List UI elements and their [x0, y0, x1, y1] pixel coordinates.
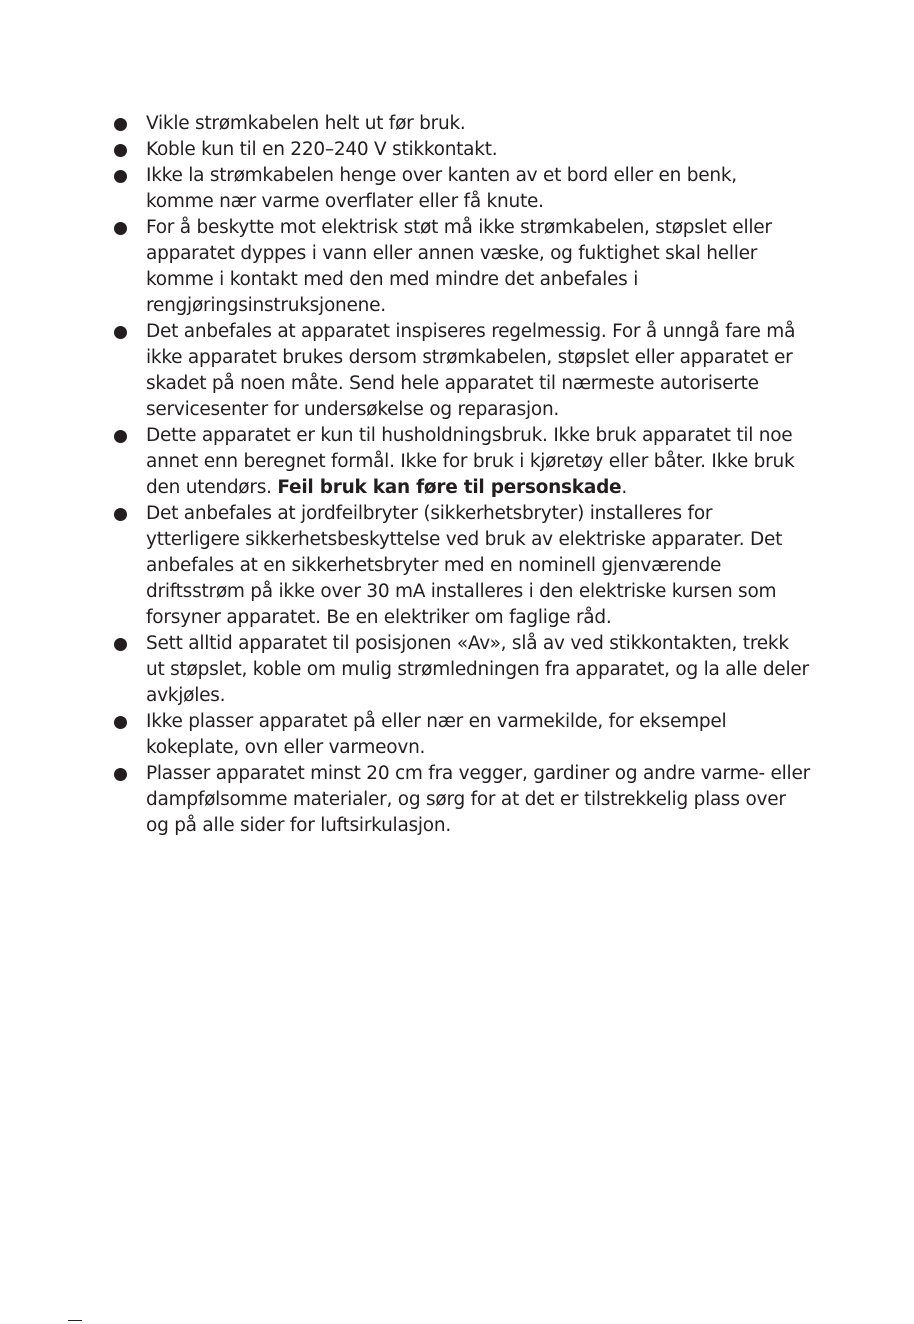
bullet-icon — [114, 430, 127, 443]
list-item-text-tail: . — [621, 477, 627, 498]
emphasis-text: Feil bruk kan føre til personskade — [277, 477, 622, 498]
list-item-text: Ikke plasser apparatet på eller nær en varmekilde, for eksempel kokeplate, ovn eller varmeovn. — [146, 711, 727, 758]
footer-rule — [68, 1320, 82, 1321]
list-item-text: Plasser apparatet minst 20 cm fra vegger, gardiner og andre varme- eller dampfølsomme materialer, og sørg for at det er tilstrekkelig plass over og på alle sider for luftsirkulasjon. — [146, 763, 810, 836]
bullet-icon — [114, 170, 127, 183]
list-item — [110, 215, 810, 319]
list-item-text: Koble kun til en 220–240 V stikkontakt. — [146, 139, 498, 160]
list-item-text: Ikke la strømkabelen henge over kanten av et bord eller en benk, komme nær varme overflater eller få knute. — [146, 165, 737, 212]
list-item-text: Det anbefales at jordfeilbryter (sikkerhetsbryter) installeres for ytterligere sikkerhetsbeskyttelse ved bruk av elektriske apparater. Det anbefales at en sikkerhetsbryter med en nominell gjenværende driftsstrøm på ikke over 30 mA installeres i den elektriske kursen som forsyner apparatet. Be en elektriker om faglige råd. — [146, 503, 783, 628]
list-item — [110, 501, 810, 631]
list-item — [110, 761, 810, 839]
list-item — [110, 111, 810, 137]
list-item-text: Sett alltid apparatet til posisjonen «Av», slå av ved stikkontakten, trekk ut støpslet, koble om mulig strømledningen fra apparatet, og la alle deler avkjøles. — [146, 633, 809, 706]
bullet-icon — [114, 118, 127, 131]
bullet-icon — [114, 768, 127, 781]
list-item — [110, 631, 810, 709]
bullet-icon — [114, 638, 127, 651]
bullet-icon — [114, 222, 127, 235]
bullet-icon — [114, 144, 127, 157]
bullet-icon — [114, 326, 127, 339]
list-item — [110, 137, 810, 163]
list-item — [110, 319, 810, 423]
list-item — [110, 423, 810, 501]
bullet-icon — [114, 716, 127, 729]
list-item-text: Dette apparatet er kun til husholdningsbruk. Ikke bruk apparatet til noe annet enn beregnet formål. Ikke for bruk i kjøretøy eller båter. Ikke bruk den utendørs. — [146, 425, 795, 498]
list-item — [110, 163, 810, 215]
list-item — [110, 709, 810, 761]
list-item-text: Vikle strømkabelen helt ut før bruk. — [146, 113, 466, 134]
list-item-text: For å beskytte mot elektrisk støt må ikke strømkabelen, støpslet eller apparatet dyppes i vann eller annen væske, og fuktighet skal heller komme i kontakt med den med mindre det anbefales i rengjøringsinstruksjonene. — [146, 217, 772, 316]
list-item-text: Det anbefales at apparatet inspiseres regelmessig. For å unngå fare må ikke apparatet brukes dersom strømkabelen, støpslet eller apparatet er skadet på noen måte. Send hele apparatet til nærmeste autoriserte servicesenter for undersøkelse og reparasjon. — [146, 321, 796, 420]
safety-instructions-list — [110, 111, 810, 839]
bullet-icon — [114, 508, 127, 521]
